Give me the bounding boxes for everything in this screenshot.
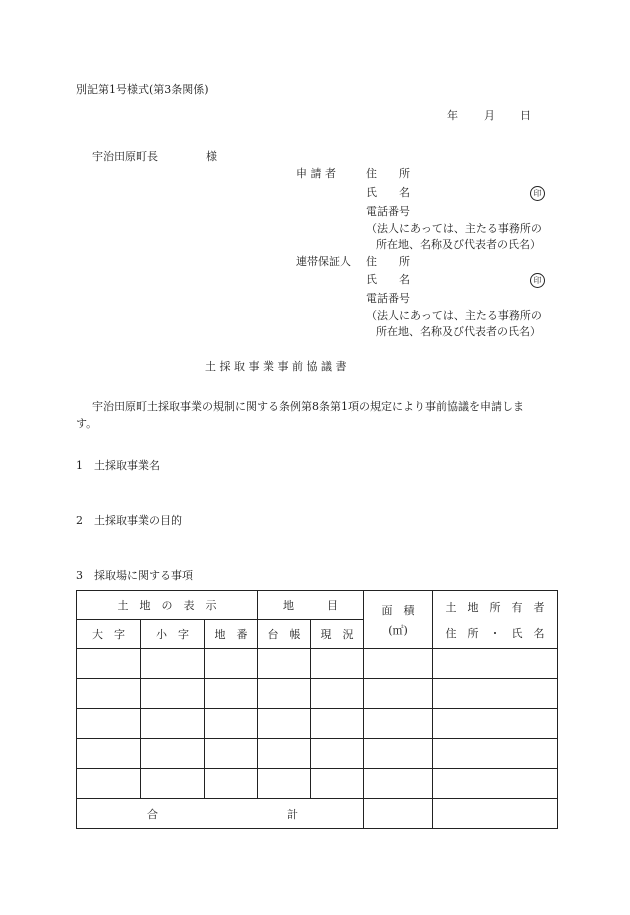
total-label-a: 合 xyxy=(147,808,158,821)
total-area-cell[interactable] xyxy=(364,799,433,829)
guarantor-phone-label: 電話番号 xyxy=(366,292,410,305)
body-text-line-2: す。 xyxy=(76,417,98,430)
date-year: 年 xyxy=(447,109,458,122)
body-text-line-1: 宇治田原町土採取事業の規制に関する条例第8条第1項の規定により事前協議を申請しま xyxy=(92,400,524,413)
header-area-unit: (㎡) xyxy=(388,623,408,637)
header-area xyxy=(364,591,433,649)
applicant-note-2: 所在地、名称及び代表者の氏名） xyxy=(376,238,541,251)
table-total-row xyxy=(77,799,558,829)
form-number: 別記第1号様式(第3条関係) xyxy=(76,83,209,96)
header-ooaza: 大 字 xyxy=(77,620,141,649)
applicant-role: 申 請 者 xyxy=(296,167,336,180)
applicant-seal-icon: 印 xyxy=(530,186,545,201)
guarantor-seal-icon: 印 xyxy=(530,273,545,288)
item-3: 3 採取場に関する事項 xyxy=(76,569,193,582)
addressee: 宇治田原町長 xyxy=(92,150,158,163)
header-chiban: 地 番 xyxy=(205,620,258,649)
header-genkyo: 現 況 xyxy=(311,620,364,649)
applicant-note-1: （法人にあっては、主たる事務所の xyxy=(366,222,542,235)
header-owner-label: 土 地 所 有 者 xyxy=(445,600,545,614)
guarantor-role: 連帯保証人 xyxy=(296,255,351,268)
guarantor-name-label: 氏 名 xyxy=(366,273,410,286)
honorific: 様 xyxy=(206,150,217,163)
table-row xyxy=(77,649,558,679)
header-owner xyxy=(433,591,558,649)
header-area-label: 面 積 xyxy=(381,603,415,617)
date-day: 日 xyxy=(520,109,531,122)
land-table xyxy=(76,590,558,829)
item-2: 2 土採取事業の目的 xyxy=(76,514,182,527)
header-land-display: 土 地 の 表 示 xyxy=(77,591,258,620)
guarantor-address-label: 住 所 xyxy=(366,255,410,268)
guarantor-note-2: 所在地、名称及び代表者の氏名） xyxy=(376,325,541,338)
date-month: 月 xyxy=(484,109,495,122)
guarantor-note-1: （法人にあっては、主たる事務所の xyxy=(366,309,542,322)
header-koaza: 小 字 xyxy=(141,620,205,649)
table-row xyxy=(77,709,558,739)
document-title: 土 採 取 事 業 事 前 協 議 書 xyxy=(205,360,347,373)
item-1: 1 土採取事業名 xyxy=(76,459,160,472)
applicant-address-label: 住 所 xyxy=(366,167,410,180)
header-owner-sub: 住 所 ・ 氏 名 xyxy=(445,626,545,640)
header-chimoku: 地 目 xyxy=(258,591,364,620)
table-row xyxy=(77,739,558,769)
applicant-phone-label: 電話番号 xyxy=(366,205,410,218)
total-label-b: 計 xyxy=(287,808,298,821)
total-owner-cell[interactable] xyxy=(433,799,558,829)
total-label xyxy=(77,799,364,829)
header-daicho: 台 帳 xyxy=(258,620,311,649)
table-row xyxy=(77,679,558,709)
table-header-row-1 xyxy=(77,591,558,620)
table-row xyxy=(77,769,558,799)
applicant-name-label: 氏 名 xyxy=(366,186,410,199)
